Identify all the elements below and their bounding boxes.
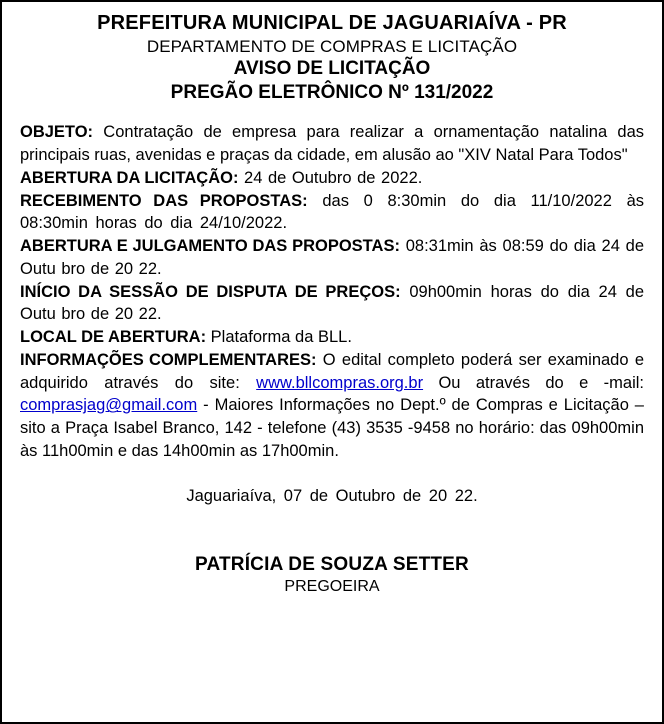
objeto-text: Contratação de empresa para realizar a ornamentação natalina das principais ruas, avenidas e praças da cidade, em alusão ao "XIV Natal Para Todos" bbox=[20, 123, 644, 165]
signature-block bbox=[20, 554, 644, 596]
department-subtitle: DEPARTAMENTO DE COMPRAS E LICITAÇÃO bbox=[146, 36, 518, 56]
section-abertura-licitacao bbox=[20, 167, 644, 190]
section-abertura-julgamento bbox=[20, 235, 644, 281]
section-informacoes-complementares bbox=[20, 349, 644, 463]
informacoes-text-3: - Maiores Informações no Dept.º de Compras e Licitação – sito a Praça Isabel Branco, 142 - telefone (43) 3535 -9458 no horário: das 09h00min às 11h00min e das 14h00min as 17h00min. bbox=[20, 396, 644, 460]
process-number-title: PREGÃO ELETRÔNICO Nº 131/2022 bbox=[170, 81, 494, 103]
inicio-disputa-label: INÍCIO DA SESSÃO DE DISPUTA DE PREÇOS: bbox=[20, 282, 401, 301]
signatory-name: PATRÍCIA DE SOUZA SETTER bbox=[195, 553, 469, 575]
local-abertura-text: Plataforma da BLL. bbox=[206, 328, 352, 347]
abertura-julgamento-label: ABERTURA E JULGAMENTO DAS PROPOSTAS: bbox=[20, 237, 400, 256]
objeto-label: OBJETO: bbox=[20, 123, 94, 142]
document-header bbox=[20, 12, 644, 105]
document-body bbox=[20, 121, 644, 462]
email-link[interactable]: comprasjag@gmail.com bbox=[20, 396, 198, 415]
section-recebimento-propostas bbox=[20, 190, 644, 236]
abertura-licitacao-text: 24 de Outubro de 2022. bbox=[238, 168, 423, 187]
closing-place-date: Jaguariaíva, 07 de Outubro de 20 22. bbox=[186, 486, 478, 505]
informacoes-text-1: O edital completo poderá ser examinado e adquirido através do site: bbox=[20, 350, 645, 392]
signatory-role: PREGOEIRA bbox=[284, 577, 380, 595]
informacoes-label: INFORMAÇÕES COMPLEMENTARES: bbox=[20, 350, 317, 369]
abertura-julgamento-text: 08:31min às 08:59 do dia 24 de Outu bro de 20 22. bbox=[20, 237, 644, 278]
entity-title: PREFEITURA MUNICIPAL DE JAGUARIAÍVA - PR bbox=[97, 12, 567, 34]
local-abertura-label: LOCAL DE ABERTURA: bbox=[20, 328, 207, 347]
section-local-abertura bbox=[20, 326, 644, 349]
informacoes-text-2: Ou através do e -mail: bbox=[423, 373, 644, 392]
abertura-licitacao-label: ABERTURA DA LICITAÇÃO: bbox=[20, 168, 239, 187]
section-inicio-disputa bbox=[20, 281, 644, 327]
section-objeto bbox=[20, 121, 644, 167]
recebimento-propostas-label: RECEBIMENTO DAS PROPOSTAS: bbox=[20, 191, 308, 210]
site-link[interactable]: www.bllcompras.org.br bbox=[256, 373, 424, 392]
inicio-disputa-text: 09h00min horas do dia 24 de Outu bro de 20 22. bbox=[20, 282, 644, 324]
notice-type-title: AVISO DE LICITAÇÃO bbox=[233, 57, 431, 79]
recebimento-propostas-text: das 0 8:30min do dia 11/10/2022 às 08:30min horas do dia 24/10/2022. bbox=[20, 191, 644, 233]
